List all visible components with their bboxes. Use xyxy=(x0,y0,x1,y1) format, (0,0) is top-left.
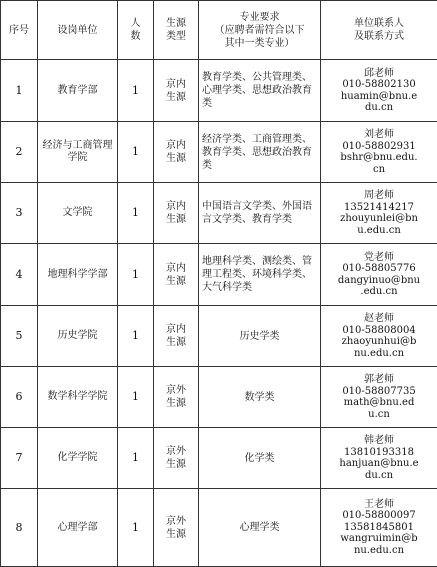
row-count: 1 xyxy=(118,60,154,122)
row-count: 1 xyxy=(118,306,154,367)
contact-detail: nu.edu.cn xyxy=(323,545,435,557)
header-count: 人数 xyxy=(118,1,154,60)
contact-detail: cn xyxy=(323,164,435,176)
row-unit: 化学学院 xyxy=(38,428,118,489)
contact-detail: bshr@bnu.edu. xyxy=(323,152,435,164)
row-source: 京内生源 xyxy=(154,183,199,244)
contact-person: 邱老师 xyxy=(323,68,435,80)
table-row xyxy=(1,122,437,183)
contact-detail: 010-58802931 xyxy=(323,141,435,153)
row-unit: 历史学院 xyxy=(38,306,118,367)
row-unit: 数学科学学院 xyxy=(38,367,118,428)
table-row xyxy=(1,306,437,367)
contact-detail: nu.edu.cn xyxy=(323,348,435,360)
contact-person: 赵老师 xyxy=(323,313,435,325)
row-count: 1 xyxy=(118,428,154,489)
contact-detail: 13521414217 xyxy=(323,202,435,214)
contact-detail: 13581845801 xyxy=(323,522,435,534)
row-contact xyxy=(321,122,437,183)
contact-person: 韩老师 xyxy=(323,435,435,447)
header-unit: 设岗单位 xyxy=(38,1,118,60)
contact-person: 周老师 xyxy=(323,190,435,202)
contact-detail: 010-58800097 xyxy=(323,510,435,522)
row-unit: 地理科学学部 xyxy=(38,244,118,306)
contact-detail: math@bnu.ed xyxy=(323,397,435,409)
row-major: 历史学类 xyxy=(199,306,321,367)
row-major: 经济学类、工商管理类、教育学类、思想政治教育类 xyxy=(199,122,321,183)
row-major: 教育学类、公共管理类、心理学类、思想政治教育类 xyxy=(199,60,321,122)
contact-detail: zhouyunlei@bn xyxy=(323,213,435,225)
header-no: 序号 xyxy=(1,1,38,60)
table-row xyxy=(1,489,437,567)
row-count: 1 xyxy=(118,367,154,428)
row-major: 化学类 xyxy=(199,428,321,489)
row-number: 5 xyxy=(1,306,38,367)
contact-person: 刘老师 xyxy=(323,129,435,141)
contact-detail: wangruimin@b xyxy=(323,533,435,545)
row-contact xyxy=(321,306,437,367)
row-unit: 心理学部 xyxy=(38,489,118,567)
contact-detail: dangyinuo@bnu xyxy=(323,275,435,287)
header-row xyxy=(1,1,437,60)
header-source: 生源类型 xyxy=(154,1,199,60)
row-count: 1 xyxy=(118,122,154,183)
row-source: 京内生源 xyxy=(154,60,199,122)
row-source: 京内生源 xyxy=(154,244,199,306)
row-number: 4 xyxy=(1,244,38,306)
row-contact xyxy=(321,428,437,489)
contact-detail: huamin@bnu.e xyxy=(323,91,435,103)
contact-detail: 13810193318 xyxy=(323,447,435,459)
contact-detail: 010-58807735 xyxy=(323,386,435,398)
contact-detail: .edu.cn xyxy=(323,286,435,298)
contact-person: 王老师 xyxy=(323,499,435,511)
row-count: 1 xyxy=(118,244,154,306)
contact-person: 党老师 xyxy=(323,252,435,264)
table-row xyxy=(1,367,437,428)
row-major: 地理科学类、测绘类、管理工程类、环境科学类、大气科学类 xyxy=(199,244,321,306)
row-major: 心理学类 xyxy=(199,489,321,567)
row-number: 1 xyxy=(1,60,38,122)
row-contact xyxy=(321,489,437,567)
contact-detail: zhaoyunhui@b xyxy=(323,336,435,348)
table-row xyxy=(1,428,437,489)
row-source: 京内生源 xyxy=(154,122,199,183)
header-major: 专业要求 （应聘者需符合以下 其中一类专业） xyxy=(199,1,321,60)
row-contact xyxy=(321,183,437,244)
row-contact xyxy=(321,367,437,428)
row-contact xyxy=(321,244,437,306)
row-number: 8 xyxy=(1,489,38,567)
row-source: 京内生源 xyxy=(154,306,199,367)
row-unit: 经济与工商管理学院 xyxy=(38,122,118,183)
row-number: 7 xyxy=(1,428,38,489)
row-contact xyxy=(321,60,437,122)
row-number: 2 xyxy=(1,122,38,183)
row-number: 6 xyxy=(1,367,38,428)
contact-detail: u.edu.cn xyxy=(323,225,435,237)
contact-person: 郭老师 xyxy=(323,374,435,386)
contact-detail: 010-58802130 xyxy=(323,79,435,91)
row-source: 京外生源 xyxy=(154,489,199,567)
row-number: 3 xyxy=(1,183,38,244)
table-row xyxy=(1,244,437,306)
contact-detail: 010-58808004 xyxy=(323,325,435,337)
row-count: 1 xyxy=(118,183,154,244)
header-contact: 单位联系人 及联系方式 xyxy=(321,1,437,60)
row-major: 数学类 xyxy=(199,367,321,428)
contact-detail: u.cn xyxy=(323,409,435,421)
contact-detail: hanjuan@bnu.e xyxy=(323,458,435,470)
contact-detail: 010-58805776 xyxy=(323,263,435,275)
row-major: 中国语言文学类、外国语言文学类、教育学类 xyxy=(199,183,321,244)
row-count: 1 xyxy=(118,489,154,567)
table-row xyxy=(1,183,437,244)
table-row xyxy=(1,60,437,122)
row-source: 京外生源 xyxy=(154,428,199,489)
row-unit: 文学院 xyxy=(38,183,118,244)
row-unit: 教育学部 xyxy=(38,60,118,122)
contact-detail: du.cn xyxy=(323,102,435,114)
row-source: 京外生源 xyxy=(154,367,199,428)
contact-detail: du.cn xyxy=(323,470,435,482)
